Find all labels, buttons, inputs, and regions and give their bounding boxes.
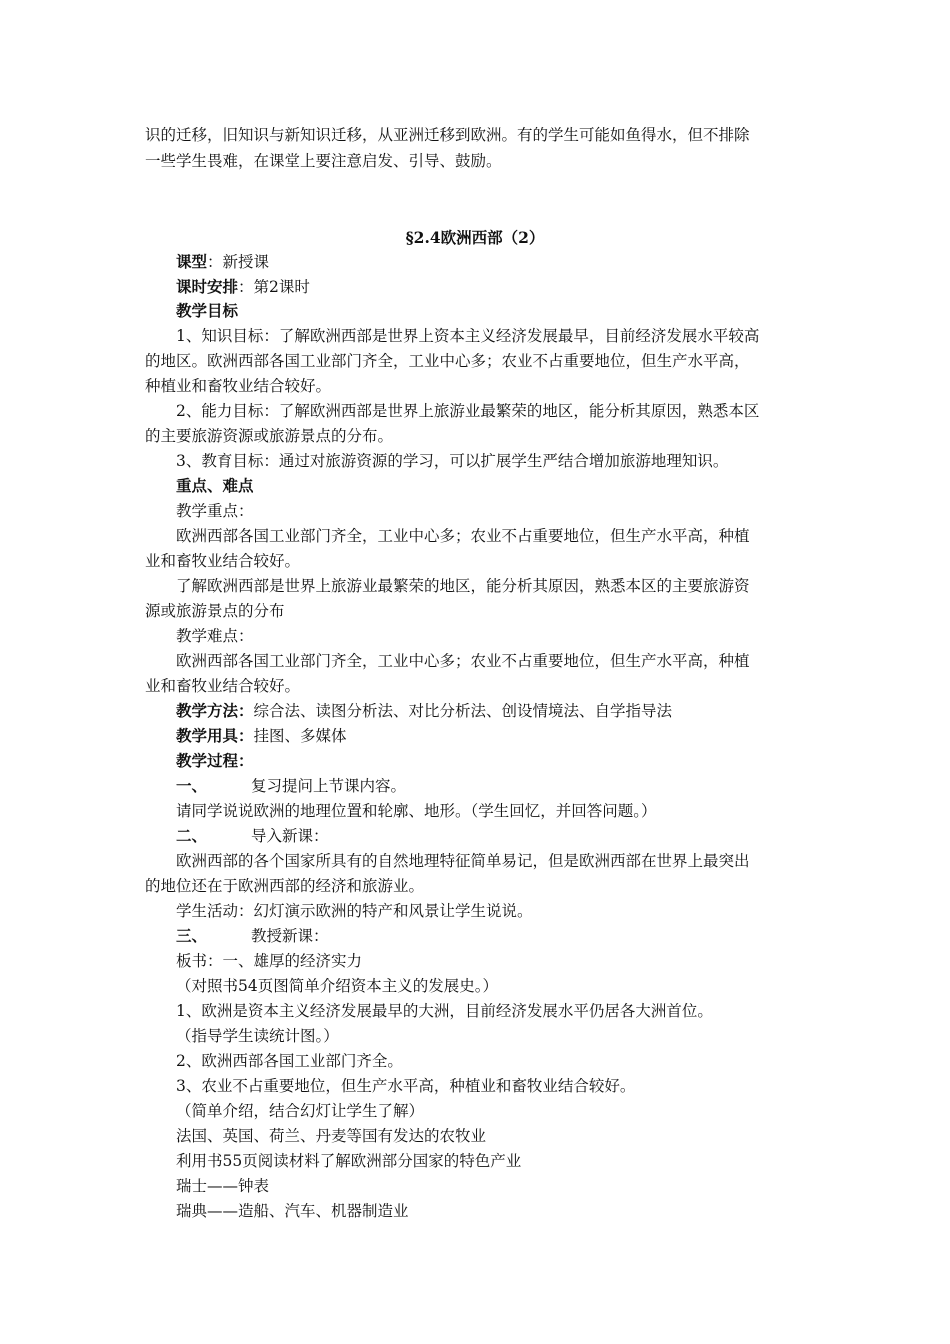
lesson-type-label: 课型 — [176, 252, 208, 271]
industry-switzerland: 瑞士——钟表 — [176, 1177, 270, 1195]
goal-3-line-1: 3、教育目标：通过对旅游资源的学习，可以扩展学生严结合增加旅游地理知识。 — [176, 452, 729, 470]
lesson-type — [176, 252, 269, 272]
step-1 — [176, 776, 406, 796]
farm-countries: 法国、英国、荷兰、丹麦等国有发达的农牧业 — [176, 1127, 487, 1145]
difficulty-1-line-1: 欧洲西部各国工业部门齐全，工业中心多；农业不占重要地位，但生产水平高，种植 — [176, 652, 750, 670]
note-1: （对照书54页图简单介绍资本主义的发展史。） — [176, 977, 498, 995]
lesson-type-value: ：新授课 — [207, 253, 270, 271]
section-title: §2.4欧洲西部（2） — [405, 228, 545, 247]
goals-heading: 教学目标 — [176, 301, 239, 320]
goal-2-line-2: 的主要旅游资源或旅游景点的分布。 — [145, 427, 394, 445]
lesson-schedule-label: 课时安排 — [176, 277, 239, 296]
key-heading: 重点、难点 — [176, 476, 254, 495]
difficulty-1-line-2: 业和畜牧业结合较好。 — [145, 677, 301, 695]
step-3 — [176, 926, 329, 946]
step-3-text: 教授新课： — [251, 927, 329, 945]
step-2-line-2: 的地位还在于欧洲西部的经济和旅游业。 — [145, 877, 425, 895]
intro-line-2: 一些学生畏难，在课堂上要注意启发、引导、鼓励。 — [145, 152, 502, 170]
goal-1-line-3: 种植业和畜牧业结合较好。 — [145, 377, 332, 395]
teaching-tools — [176, 726, 347, 746]
step-1-text: 复习提问上节课内容。 — [251, 777, 407, 795]
step-2-line-1: 欧洲西部的各个国家所具有的自然地理特征简单易记，但是欧洲西部在世界上最突出 — [176, 852, 750, 870]
student-activity: 学生活动：幻灯演示欧洲的特产和风景让学生说说。 — [176, 902, 533, 920]
point-2: 2、欧洲西部各国工业部门齐全。 — [176, 1052, 403, 1070]
reading-material: 利用书55页阅读材料了解欧洲部分国家的特色产业 — [176, 1152, 522, 1170]
step-3-number: 三、 — [176, 926, 208, 945]
lesson-schedule — [176, 277, 310, 297]
note-3: （简单介绍，结合幻灯让学生了解） — [176, 1102, 425, 1120]
goal-1-line-1: 1、知识目标：了解欧洲西部是世界上资本主义经济发展最早，目前经济发展水平较高 — [176, 327, 760, 345]
goal-1-line-2: 的地区。欧洲西部各国工业部门齐全，工业中心多；农业不占重要地位，但生产水平高， — [145, 352, 750, 370]
step-1-question: 请同学说说欧洲的地理位置和轮廓、地形。（学生回忆，并回答问题。） — [176, 802, 657, 820]
step-1-number: 一、 — [176, 776, 208, 795]
point-3: 3、农业不占重要地位，但生产水平高，种植业和畜牧业结合较好。 — [176, 1077, 636, 1095]
tools-label: 教学用具： — [176, 726, 254, 745]
focus-label: 教学重点： — [176, 502, 254, 520]
intro-line-1: 识的迁移，旧知识与新知识迁移，从亚洲迁移到欧洲。有的学生可能如鱼得水，但不排除 — [145, 126, 750, 144]
step-2-text: 导入新课： — [251, 827, 329, 845]
lesson-schedule-value: ：第2课时 — [238, 278, 310, 296]
difficulty-label: 教学难点： — [176, 627, 254, 645]
teaching-method — [176, 701, 672, 721]
industry-sweden: 瑞典——造船、汽车、机器制造业 — [176, 1202, 409, 1220]
method-label: 教学方法： — [176, 701, 254, 720]
step-2 — [176, 826, 329, 846]
focus-2-line-1: 了解欧洲西部是世界上旅游业最繁荣的地区，能分析其原因，熟悉本区的主要旅游资 — [176, 577, 750, 595]
process-heading: 教学过程： — [176, 751, 254, 770]
tools-value: 挂图、多媒体 — [253, 727, 347, 745]
point-1: 1、欧洲是资本主义经济发展最早的大洲，目前经济发展水平仍居各大洲首位。 — [176, 1002, 713, 1020]
focus-1-line-1: 欧洲西部各国工业部门齐全，工业中心多；农业不占重要地位，但生产水平高，种植 — [176, 527, 750, 545]
focus-1-line-2: 业和畜牧业结合较好。 — [145, 552, 301, 570]
note-2: （指导学生读统计图。） — [176, 1027, 339, 1045]
board-note: 板书：一、雄厚的经济实力 — [176, 952, 363, 970]
method-value: 综合法、读图分析法、对比分析法、创设情境法、自学指导法 — [253, 702, 673, 720]
goal-2-line-1: 2、能力目标：了解欧洲西部是世界上旅游业最繁荣的地区，能分析其原因，熟悉本区 — [176, 402, 760, 420]
focus-2-line-2: 源或旅游景点的分布 — [145, 602, 285, 620]
step-2-number: 二、 — [176, 826, 208, 845]
